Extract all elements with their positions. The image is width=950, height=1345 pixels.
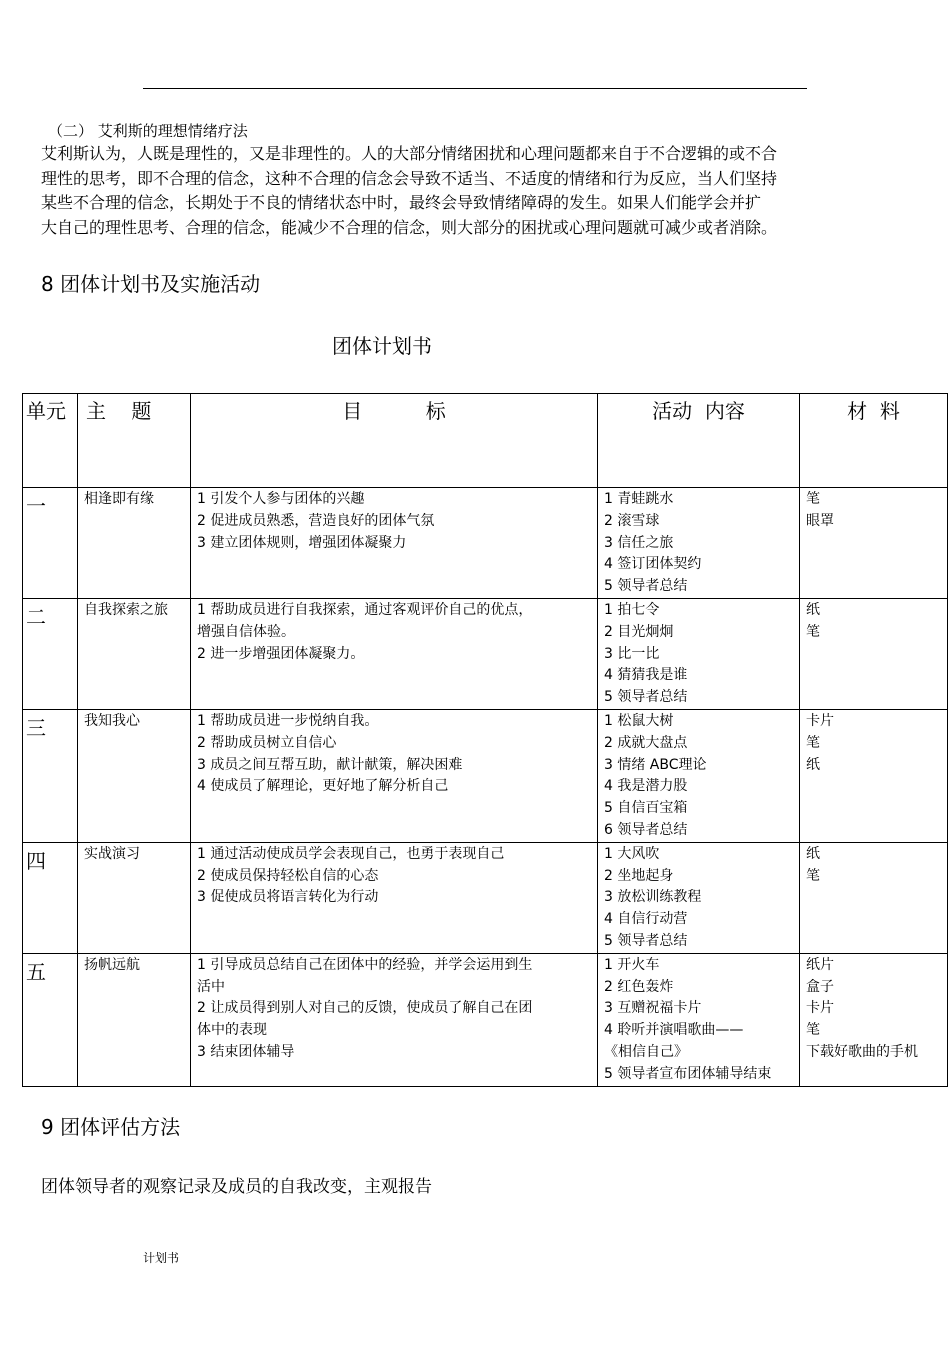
plan-title: 团体计划书 [332,334,432,358]
goal-line: 3 成员之间互帮互助，献计献策，解决困难 [197,756,463,773]
material-line: 盒子 [806,978,834,995]
unit-cell: 五 [23,953,78,1086]
heading-section-8: 8 团体计划书及实施活动 [41,272,261,296]
material-line: 纸 [806,756,820,773]
activity-line: 1 大风吹 [604,845,660,862]
paragraph-line: 某些不合理的信念，长期处于不良的情绪状态中时，最终会导致情绪障碍的发生。如果人们能学会并扩 [41,193,762,212]
material-line: 笔 [806,734,820,751]
theme-cell: 我知我心 [78,709,191,842]
paragraph-line: 艾利斯认为，人既是理性的，又是非理性的。人的大部分情绪困扰和心理问题都来自于不合逻辑的或不合 [41,144,778,163]
table-header-row [23,394,948,488]
unit-cell: 四 [23,842,78,953]
material-line: 下载好歌曲的手机 [806,1043,918,1060]
table-row [23,842,948,953]
goal-line: 1 引导成员总结自己在团体中的经验，并学会运用到生 [197,956,533,973]
material-line: 笔 [806,623,820,640]
activities-cell [598,598,800,709]
activity-line: 4 自信行动营 [604,911,688,928]
activity-line: 5 领导者宣布团体辅导结束 [604,1065,772,1082]
material-line: 纸片 [806,956,834,973]
activity-line: 2 坐地起身 [604,867,674,884]
material-line: 纸 [806,845,820,862]
header-goals: 目 标 [191,394,598,488]
activities-cell [598,842,800,953]
material-line: 笔 [806,867,820,884]
goal-line: 增强自信体验。 [197,623,295,640]
header-theme: 主 题 [78,394,191,488]
goal-line: 2 进一步增强团体凝聚力。 [197,645,365,662]
goal-line: 3 结束团体辅导 [197,1043,295,1060]
material-line: 卡片 [806,1000,834,1017]
activity-line: 1 拍七令 [604,601,660,618]
goals-cell [191,842,598,953]
header-unit: 单元 [23,394,78,488]
activity-line: 5 领导者总结 [604,578,688,595]
activity-line: 《相信自己》 [604,1043,688,1060]
goal-line: 1 帮助成员进一步悦纳自我。 [197,712,379,729]
goal-line: 1 引发个人参与团体的兴趣 [197,491,365,507]
activity-line: 3 比一比 [604,645,660,662]
table-row [23,598,948,709]
header-materials: 材 料 [800,394,948,488]
evaluation-text: 团体领导者的观察记录及成员的自我改变，主观报告 [41,1177,432,1197]
activity-line: 1 松鼠大树 [604,712,674,729]
goals-cell [191,709,598,842]
activity-line: 3 情绪 ABC理论 [604,756,707,773]
goal-line: 体中的表现 [197,1022,267,1039]
goal-line: 3 促使成员将语言转化为行动 [197,889,379,906]
materials-cell [800,953,948,1086]
goal-line: 1 帮助成员进行自我探索，通过客观评价自己的优点， [197,601,533,618]
table-row [23,488,948,599]
theme-cell: 实战演习 [78,842,191,953]
goal-line: 活中 [197,978,225,995]
theme-cell: 相逢即有缘 [78,488,191,599]
unit-cell: 二 [23,598,78,709]
activity-line: 5 领导者总结 [604,932,688,949]
unit-cell: 一 [23,488,78,599]
goal-line: 2 促进成员熟悉，营造良好的团体气氛 [197,512,435,529]
materials-cell [800,842,948,953]
activity-line: 6 领导者总结 [604,821,688,838]
activity-line: 3 放松训练教程 [604,889,702,906]
activity-line: 5 自信百宝箱 [604,800,688,817]
material-line: 纸 [806,601,820,618]
activity-line: 2 滚雪球 [604,512,660,529]
paragraph-line: 大自己的理性思考、合理的信念，能减少不合理的信念，则大部分的困扰或心理问题就可减少或者消除。 [41,217,778,237]
material-line: 眼罩 [806,512,834,529]
goal-line: 2 帮助成员树立自信心 [197,734,337,751]
section-subheading: （二） 艾利斯的理想情绪疗法 [48,122,248,140]
table-row [23,709,948,842]
activities-cell [598,488,800,599]
activity-line: 2 成就大盘点 [604,734,688,751]
activity-line: 1 青蛙跳水 [604,491,674,507]
material-line: 笔 [806,491,820,507]
header-rule [143,88,807,89]
goal-line: 2 使成员保持轻松自信的心态 [197,867,379,884]
materials-cell [800,598,948,709]
material-line: 笔 [806,1022,820,1039]
materials-cell [800,709,948,842]
goal-line: 1 通过活动使成员学会表现自己，也勇于表现自己 [197,845,505,862]
goals-cell [191,598,598,709]
activities-cell [598,709,800,842]
table-row [23,953,948,1086]
paragraph-line: 理性的思考，即不合理的信念，这种不合理的信念会导致不适当、不适度的情绪和行为反应，当人们坚持 [41,168,778,188]
activity-line: 4 猜猜我是谁 [604,667,688,684]
activity-line: 4 我是潜力股 [604,778,688,795]
activity-line: 5 领导者总结 [604,689,688,706]
goals-cell [191,488,598,599]
heading-section-9: 9 团体评估方法 [41,1115,181,1139]
material-line: 卡片 [806,712,834,729]
activity-line: 4 签订团体契约 [604,556,702,573]
activity-line: 2 目光炯炯 [604,623,674,640]
activities-cell [598,953,800,1086]
activity-line: 1 开火车 [604,956,660,973]
materials-cell [800,488,948,599]
unit-cell: 三 [23,709,78,842]
goals-cell [191,953,598,1086]
activity-line: 3 互赠祝福卡片 [604,1000,702,1017]
page-footer: 计划书 [143,1251,180,1265]
group-plan-table [22,393,948,1087]
goal-line: 2 让成员得到别人对自己的反馈，使成员了解自己在团 [197,1000,533,1017]
activity-line: 3 信任之旅 [604,534,674,551]
activity-line: 4 聆听并演唱歌曲—— [604,1022,744,1039]
ellis-paragraph [41,142,911,240]
activity-line: 2 红色轰炸 [604,978,674,995]
theme-cell: 自我探索之旅 [78,598,191,709]
header-activities: 活动 内容 [598,394,800,488]
theme-cell: 扬帆远航 [78,953,191,1086]
goal-line: 3 建立团体规则，增强团体凝聚力 [197,534,407,551]
goal-line: 4 使成员了解理论，更好地了解分析自己 [197,778,449,795]
